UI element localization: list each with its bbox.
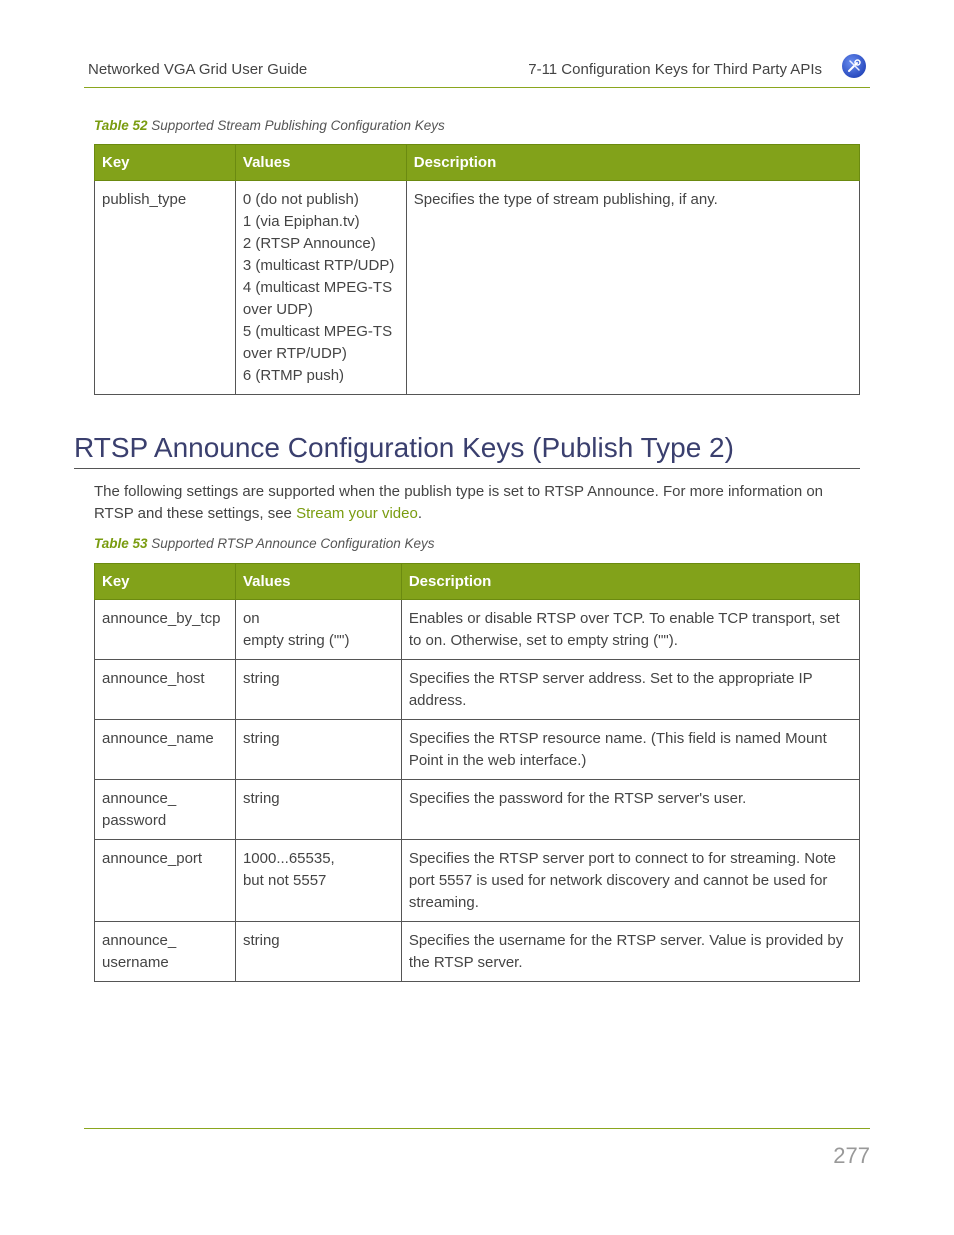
value-line: 5 (multicast MPEG-TS <box>242 323 393 340</box>
key-line: announce_ <box>102 932 177 949</box>
column-header-description: Description <box>406 145 859 181</box>
description-cell: Specifies the RTSP server address. Set to the appropriate IP address. <box>401 660 859 720</box>
table-52-caption-text: Supported Stream Publishing Configuration Keys <box>151 118 445 133</box>
table-row <box>95 181 860 395</box>
values-cell <box>235 922 401 982</box>
values-cell <box>235 780 401 840</box>
table-row <box>95 600 860 660</box>
value-line: string <box>242 730 280 747</box>
key-cell <box>95 660 236 720</box>
values-cell <box>235 181 406 395</box>
column-header-key: Key <box>95 145 236 181</box>
table-53-caption <box>94 536 434 551</box>
table-row <box>95 660 860 720</box>
key-line: password <box>102 812 167 829</box>
table-row <box>95 780 860 840</box>
table-row <box>95 840 860 922</box>
description-cell: Enables or disable RTSP over TCP. To enable TCP transport, set to on. Otherwise, set to empty string (""). <box>401 600 859 660</box>
page-number: 277 <box>833 1143 870 1168</box>
column-header-values: Values <box>235 145 406 181</box>
description-cell: Specifies the type of stream publishing, if any. <box>406 181 859 395</box>
key-cell <box>95 600 236 660</box>
value-line: 2 (RTSP Announce) <box>242 235 376 252</box>
intro-paragraph <box>94 481 864 525</box>
value-line: string <box>242 932 280 949</box>
description-cell: Specifies the password for the RTSP server's user. <box>401 780 859 840</box>
table-row <box>95 922 860 982</box>
value-line: string <box>242 790 280 807</box>
table-row <box>95 720 860 780</box>
table-52 <box>94 144 860 395</box>
value-line: over UDP) <box>242 301 313 318</box>
key-cell: publish_type <box>95 181 236 395</box>
value-line: over RTP/UDP) <box>242 345 347 362</box>
intro-text-end: . <box>417 505 422 522</box>
tools-icon <box>842 54 866 78</box>
value-line: 3 (multicast RTP/UDP) <box>242 257 395 274</box>
table-53-caption-text: Supported RTSP Announce Configuration Keys <box>151 536 435 551</box>
key-line: announce_ <box>102 790 177 807</box>
table-52-caption <box>94 118 445 133</box>
value-line: 4 (multicast MPEG-TS <box>242 279 393 296</box>
key-line: username <box>102 954 169 971</box>
value-line: string <box>242 670 280 687</box>
value-line: 1000...65535, <box>242 850 335 867</box>
key-line: announce_port <box>102 850 203 867</box>
key-cell <box>95 720 236 780</box>
key-line: announce_name <box>102 730 214 747</box>
key-line: announce_host <box>102 670 205 687</box>
value-line: on <box>242 610 260 627</box>
column-header-values: Values <box>235 564 401 600</box>
values-cell <box>235 600 401 660</box>
table-52-caption-number: Table 52 <box>94 118 148 133</box>
table-header-row <box>95 145 860 181</box>
key-cell <box>95 840 236 922</box>
section-heading: RTSP Announce Configuration Keys (Publish Type 2) <box>74 432 860 469</box>
value-line: 6 (RTMP push) <box>242 367 345 384</box>
footer-divider <box>84 1128 870 1129</box>
stream-your-video-link[interactable]: Stream your video <box>296 505 418 522</box>
description-cell: Specifies the username for the RTSP server. Value is provided by the RTSP server. <box>401 922 859 982</box>
values-cell <box>235 840 401 922</box>
value-line: but not 5557 <box>242 872 327 889</box>
key-cell <box>95 780 236 840</box>
table-53 <box>94 563 860 982</box>
value-line: empty string ("") <box>242 632 350 649</box>
guide-title: Networked VGA Grid User Guide <box>88 61 308 78</box>
values-cell <box>235 720 401 780</box>
description-cell: Specifies the RTSP resource name. (This field is named Mount Point in the web interface.) <box>401 720 859 780</box>
column-header-description: Description <box>401 564 859 600</box>
table-53-caption-number: Table 53 <box>94 536 148 551</box>
page-header <box>84 50 870 88</box>
values-cell <box>235 660 401 720</box>
column-header-key: Key <box>95 564 236 600</box>
value-line: 0 (do not publish) <box>242 191 359 208</box>
key-line: announce_by_tcp <box>102 610 221 627</box>
table-header-row <box>95 564 860 600</box>
value-line: 1 (via Epiphan.tv) <box>242 213 360 230</box>
chapter-title: 7-11 Configuration Keys for Third Party APIs <box>528 61 822 78</box>
intro-text: The following settings are supported when the publish type is set to RTSP Announce. For more information on RTSP and these settings, see <box>94 483 824 522</box>
description-cell: Specifies the RTSP server port to connect to for streaming. Note port 5557 is used for network discovery and cannot be used for streaming. <box>401 840 859 922</box>
key-cell <box>95 922 236 982</box>
